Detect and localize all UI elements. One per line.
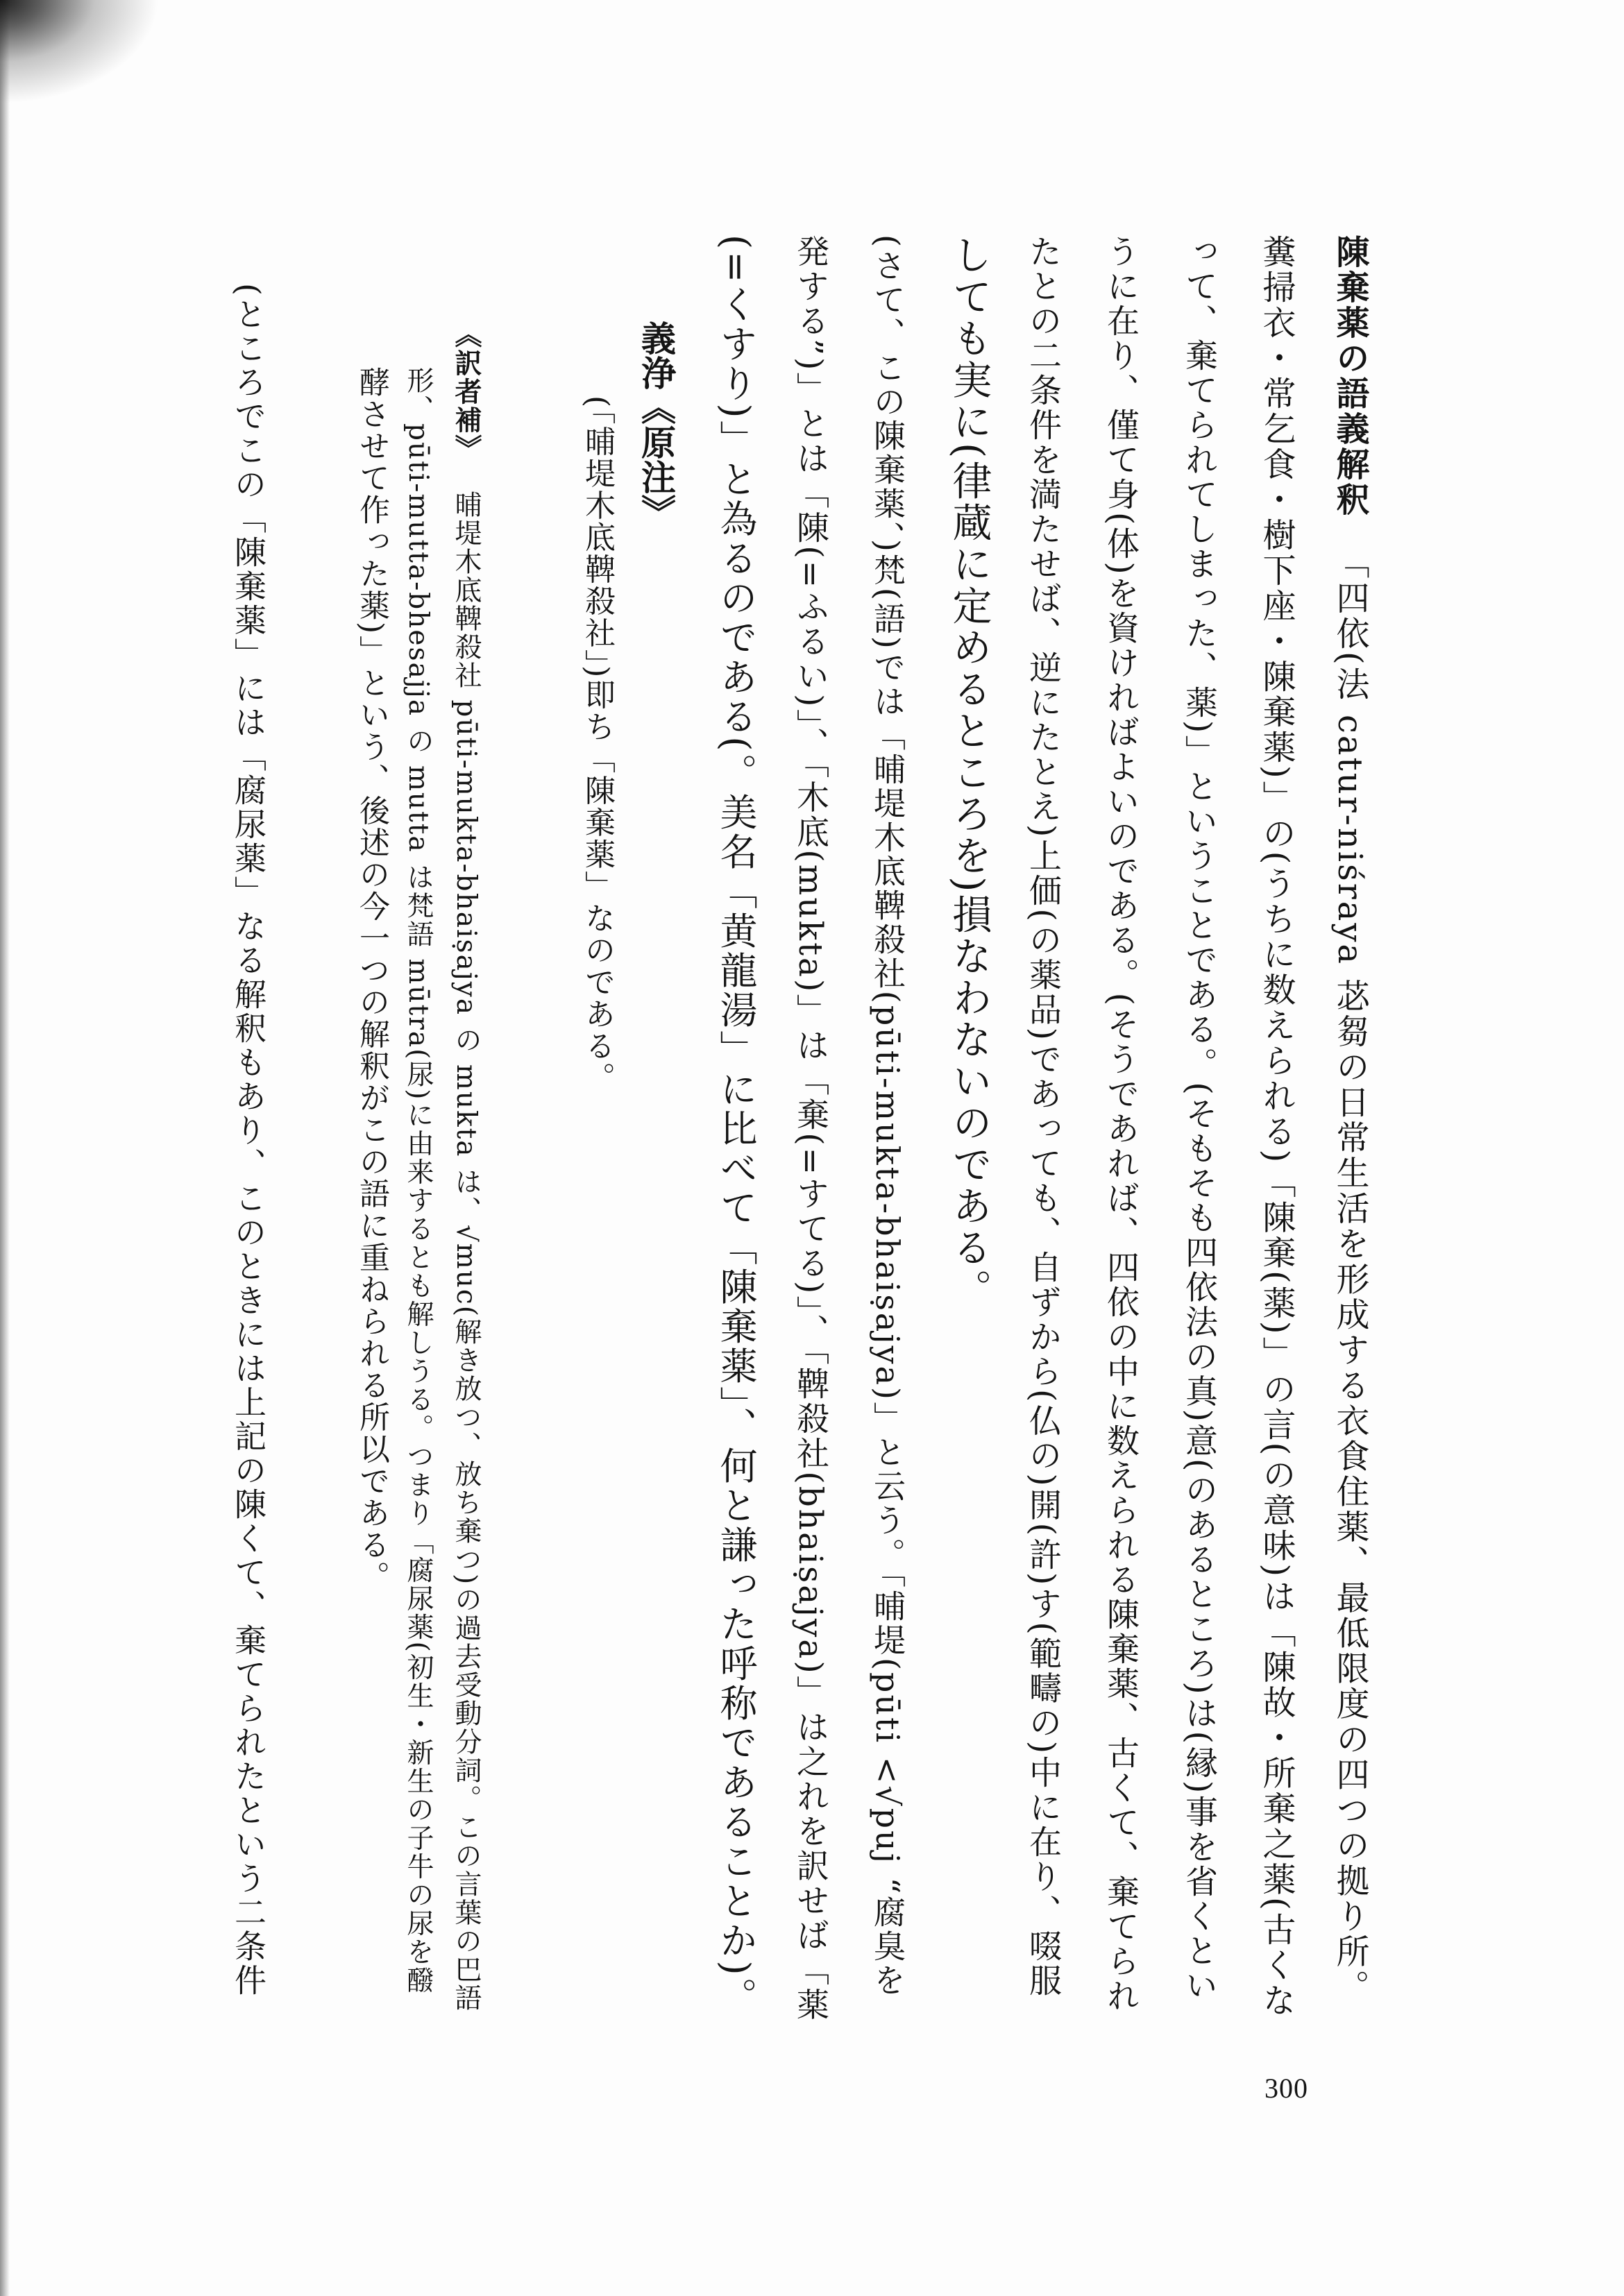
yijing-note-column: [580, 396, 615, 1094]
body-column-5: [1024, 235, 1062, 1999]
scan-corner-shadow: [0, 0, 160, 104]
body-line-8: 発する”)」とは「陳(=ふるい)」、「木底(mukta)」は「棄(=すてる)」、「鞞殺社(bhaiṣajya)」は之れを訳せば「薬: [791, 235, 829, 2023]
page-number: 300: [1264, 2073, 1308, 2104]
body-column-9: [714, 235, 758, 2017]
translator-note-column-3: [356, 366, 387, 1592]
translator-note-column-2: [405, 366, 432, 1995]
body-line-6: しても実に(律蔵に定めるところを)損なわないのである。: [946, 235, 992, 1311]
body-line-1: 「四依(法 catur-niśraya 苾芻の日常生活を形成する衣食住薬、最低限度の四つの拠り所。: [1330, 545, 1369, 2005]
translator-note-line-3: 酵させて作った薬)」という、後述の今一つの解釈がこの語に重ねられる所以である。: [354, 366, 389, 1593]
translator-note-heading: 《訳者補》: [450, 321, 482, 463]
body-column-7: [869, 235, 906, 1998]
body-line-9: (=くすり)」と為るのである(。美名「黄龍湯」に比べて「陳棄薬」、何と謙った呼称であることか)。: [714, 235, 758, 2017]
section-heading: 陳棄薬の語義解釈: [1330, 235, 1369, 518]
scan-left-edge-shadow: [0, 0, 10, 2296]
body-line-5: たとの二条件を満たせば、逆にたとえ)上価(の薬品)であっても、自ずから(仏の)開(許)す(範疇の)中に在り、啜服: [1024, 235, 1062, 1999]
body-column-6: [946, 235, 992, 1311]
translator-note-line-2: 形、pūti-mutta-bhesajja の mutta は梵語 mūtra(尿)に由来するとも解しうる。つまり「腐尿薬(初生・新生の子牛の尿を醱: [403, 366, 434, 1995]
body-line-4: うに在り、僅て身(体)を資ければよいのである。(そうであれば、四依の中に数えられる陳棄薬、古くて、棄てられ: [1101, 235, 1140, 2014]
yijing-note-heading-column: [636, 321, 676, 529]
body-column-3: [1180, 235, 1218, 2004]
translator-note-line-1: 晡堤木底鞞殺社 pūti-mukta-bhaiṣajya の mukta は、√muc(解き放つ、放ち棄つ)の過去受動分詞。この言葉の巴語: [450, 491, 482, 2013]
body-column-4: [1101, 235, 1140, 2014]
body-line-3: って、棄てられてしまった、薬)」ということである。(そもそも四依法の真)意(のあるところ)は(縁)事を省くとい: [1180, 235, 1218, 2004]
body-column-1: [1330, 235, 1369, 2005]
yijing-note-text: (「晡堤木底鞞殺社」)即ち「陳棄薬」なのである。: [580, 396, 615, 1094]
body-line-last: (ところでこの「陳棄薬」には「腐尿薬」なる解釈もあり、このときには上記の陳くて、棄てられたという二条件: [230, 283, 267, 1998]
body-column-2: [1257, 235, 1296, 2018]
body-line-2: 糞掃衣・常乞食・樹下座・陳棄薬)」の(うちに数えられる)「陳棄(薬)」の言(の意味)は「陳故・所棄之薬(古くな: [1257, 235, 1296, 2018]
yijing-note-heading: 義浄《原注》: [636, 321, 676, 529]
body-column-last: [230, 283, 267, 1998]
body-column-8: [791, 235, 829, 2023]
body-line-7: (さて、この陳棄薬、)梵(語)では「晡堤木底鞞殺社(pūti-mukta-bhaiṣajya)」と云う。「晡堤(pūti <√puj “腐臭を: [869, 235, 906, 1998]
translator-note-column-1: [452, 321, 480, 2012]
